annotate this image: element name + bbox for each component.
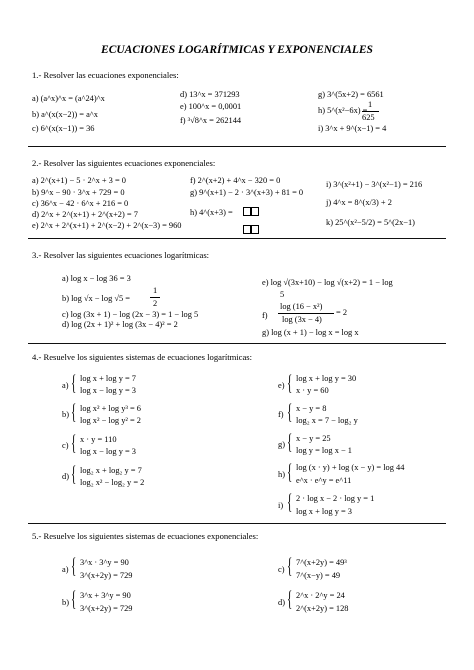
section-3-heading: 3.- Resolver las siguientes ecuaciones logarítmicas: xyxy=(32,250,210,260)
ex4-a-label: a) xyxy=(62,381,69,390)
ex4-g-eq2: log y = log x − 1 xyxy=(296,446,352,455)
ex5-d-label: d) xyxy=(278,598,285,607)
ex5-d-brace: { xyxy=(287,586,293,611)
ex4-d-eq2: log₂ x² − log₂ y = 2 xyxy=(80,478,145,487)
ex4-h-label: h) xyxy=(278,470,285,479)
page-title: ECUACIONES LOGARÍTMICAS Y EXPONENCIALES xyxy=(101,44,373,56)
ex1-a: a) (a^x)^x = (a^24)^x xyxy=(32,94,105,103)
ex2-b: b) 9^x − 90 · 3^x + 729 = 0 xyxy=(32,188,125,197)
ex5-c-label: c) xyxy=(278,565,285,574)
section-4-heading: 4.- Resuelve los siguientes sistemas de ecuaciones logarítmicas: xyxy=(32,352,253,362)
ex4-c-eq2: log x − log y = 3 xyxy=(80,447,136,456)
ex5-c-eq1: 7^(x+2y) = 49³ xyxy=(296,558,347,567)
ex4-b-eq2: log x² − log y² = 2 xyxy=(80,416,141,425)
ex3-c: c) log (3x + 1) − log (2x − 3) = 1 − log 5 xyxy=(62,310,199,319)
ex4-i-eq2: log x + log y = 3 xyxy=(296,507,352,516)
ex1-c: c) 6^(x(x−1)) = 36 xyxy=(32,124,95,133)
ex4-i-label: i) xyxy=(278,501,284,510)
ex4-h-eq2: e^x · e^y = e^11 xyxy=(296,476,352,485)
ex4-a-eq1: log x + log y = 7 xyxy=(80,374,136,383)
ex4-g-eq1: x − y = 25 xyxy=(296,434,331,443)
ex5-b-eq2: 3^(x+2y) = 729 xyxy=(80,604,133,613)
ex4-i-brace: { xyxy=(287,489,293,514)
ex5-a-brace: { xyxy=(71,553,77,578)
ex1-d: d) 13^x = 371293 xyxy=(180,90,240,99)
divider-2 xyxy=(28,238,446,239)
section-5-heading: 5.- Resuelve los siguientes sistemas de ecuaciones exponenciales: xyxy=(32,531,259,541)
ex3-a: a) log x − log 36 = 3 xyxy=(62,274,131,283)
ex5-b-label: b) xyxy=(62,598,69,607)
ex4-c-label: c) xyxy=(62,441,69,450)
ex4-e-label: e) xyxy=(278,381,285,390)
ex3-b: b) log √x − log √5 = xyxy=(62,294,130,303)
ex1-g: g) 3^(5x+2) = 6561 xyxy=(318,90,384,99)
ex4-b-label: b) xyxy=(62,410,69,419)
ex1-h-fraction-bar xyxy=(362,111,379,112)
ex3-f-rhs: = 2 xyxy=(336,308,348,317)
ex3-b-fraction-bar xyxy=(150,297,160,298)
ex5-b-eq1: 3^x + 3^y = 90 xyxy=(80,591,131,600)
ex4-g-brace: { xyxy=(287,429,293,454)
ex2-i: i) 3^(x²+1) − 3^(x²−1) = 216 xyxy=(326,180,423,189)
ex4-e-eq2: x · y = 60 xyxy=(296,386,329,395)
ex4-e-brace: { xyxy=(287,370,293,395)
ex4-f-label: f) xyxy=(278,410,284,419)
ex2-f: f) 2^(x+2) + 4^x − 320 = 0 xyxy=(190,176,281,185)
ex4-c-brace: { xyxy=(71,430,77,455)
ex1-b: b) a^(x(x−2)) = a^x xyxy=(32,110,98,119)
ex4-e-eq1: log x + log y = 30 xyxy=(296,374,357,383)
ex2-e: e) 2^x + 2^(x+1) + 2^(x−2) + 2^(x−3) = 960 xyxy=(32,221,182,230)
ex2-d: d) 2^x + 2^(x+1) + 2^(x+2) = 7 xyxy=(32,210,138,219)
ex5-b-brace: { xyxy=(71,586,77,611)
ex4-f-eq1: x − y = 8 xyxy=(296,404,327,413)
ex3-e: e) log √(3x+10) − log √(x+2) = 1 − log xyxy=(262,278,393,287)
ex5-d-eq2: 2^(x+2y) = 128 xyxy=(296,604,349,613)
ex4-d-label: d) xyxy=(62,472,69,481)
ex4-f-eq2: log₂ x = 7 − log₂ y xyxy=(296,416,358,425)
ex4-f-brace: { xyxy=(287,399,293,424)
ex2-g: g) 9^(x+1) − 2 · 3^(x+3) + 81 = 0 xyxy=(190,188,304,197)
ex5-a-label: a) xyxy=(62,565,69,574)
ex4-d-brace: { xyxy=(71,461,77,486)
ex4-g-label: g) xyxy=(278,440,285,449)
ex3-b-numerator: 1 xyxy=(153,286,158,295)
section-1-heading: 1.- Resolver las ecuaciones exponenciales: xyxy=(32,70,179,80)
ex2-j: j) 4^x = 8^(x/3) + 2 xyxy=(326,198,392,207)
divider-4 xyxy=(28,523,446,524)
ex4-d-eq1: log₂ x + log₂ y = 7 xyxy=(80,466,142,475)
ex1-i: i) 3^x + 9^(x−1) = 4 xyxy=(318,124,387,133)
ex3-e-continued: 5 xyxy=(280,290,285,299)
ex1-h-denominator: 625 xyxy=(362,113,375,122)
ex2-h-placeholder-boxes xyxy=(243,202,259,238)
ex5-a-eq2: 3^(x+2y) = 729 xyxy=(80,571,133,580)
ex1-h-numerator: 1 xyxy=(368,100,373,109)
ex4-a-brace: { xyxy=(71,370,77,395)
ex3-f-fraction-bar xyxy=(278,313,334,314)
ex4-a-eq2: log x − log y = 3 xyxy=(80,386,136,395)
ex4-h-eq1: log (x · y) + log (x − y) = log 44 xyxy=(296,463,405,472)
ex5-c-brace: { xyxy=(287,553,293,578)
ex3-d: d) log (2x + 1)² + log (3x − 4)² = 2 xyxy=(62,320,178,329)
ex1-f: f) ³√8^x = 262144 xyxy=(180,116,242,125)
ex3-b-denominator: 2 xyxy=(153,299,158,308)
ex1-e: e) 100^x = 0,0001 xyxy=(180,102,242,111)
ex2-k: k) 25^(x²−5/2) = 5^(2x−1) xyxy=(326,218,415,227)
ex4-i-eq1: 2 · log x − 2 · log y = 1 xyxy=(296,494,375,503)
ex2-h: h) 4^(x+3) = xyxy=(190,208,233,217)
ex3-f-denominator: log (3x − 4) xyxy=(282,315,322,324)
ex5-d-eq1: 2^x · 2^y = 24 xyxy=(296,591,345,600)
divider-1 xyxy=(28,146,446,147)
ex4-b-eq1: log x² + log y³ = 6 xyxy=(80,404,141,413)
ex1-h: h) 5^(x²−6x) = xyxy=(318,106,368,115)
ex3-f-numerator: log (16 − x²) xyxy=(280,302,323,311)
ex3-g: g) log (x + 1) − log x = log x xyxy=(262,328,359,337)
ex3-f-label: f) xyxy=(262,311,268,320)
ex5-a-eq1: 3^x · 3^y = 90 xyxy=(80,558,129,567)
ex5-c-eq2: 7^(x−y) = 49 xyxy=(296,571,341,580)
ex4-h-brace: { xyxy=(287,459,293,484)
ex4-c-eq1: x · y = 110 xyxy=(80,435,117,444)
divider-3 xyxy=(28,343,446,344)
ex2-a: a) 2^(x+1) − 5 · 2^x + 3 = 0 xyxy=(32,176,126,185)
ex2-c: c) 36^x − 42 · 6^x + 216 = 0 xyxy=(32,199,129,208)
ex4-b-brace: { xyxy=(71,399,77,424)
section-2-heading: 2.- Resolver las siguientes ecuaciones exponenciales: xyxy=(32,158,216,168)
